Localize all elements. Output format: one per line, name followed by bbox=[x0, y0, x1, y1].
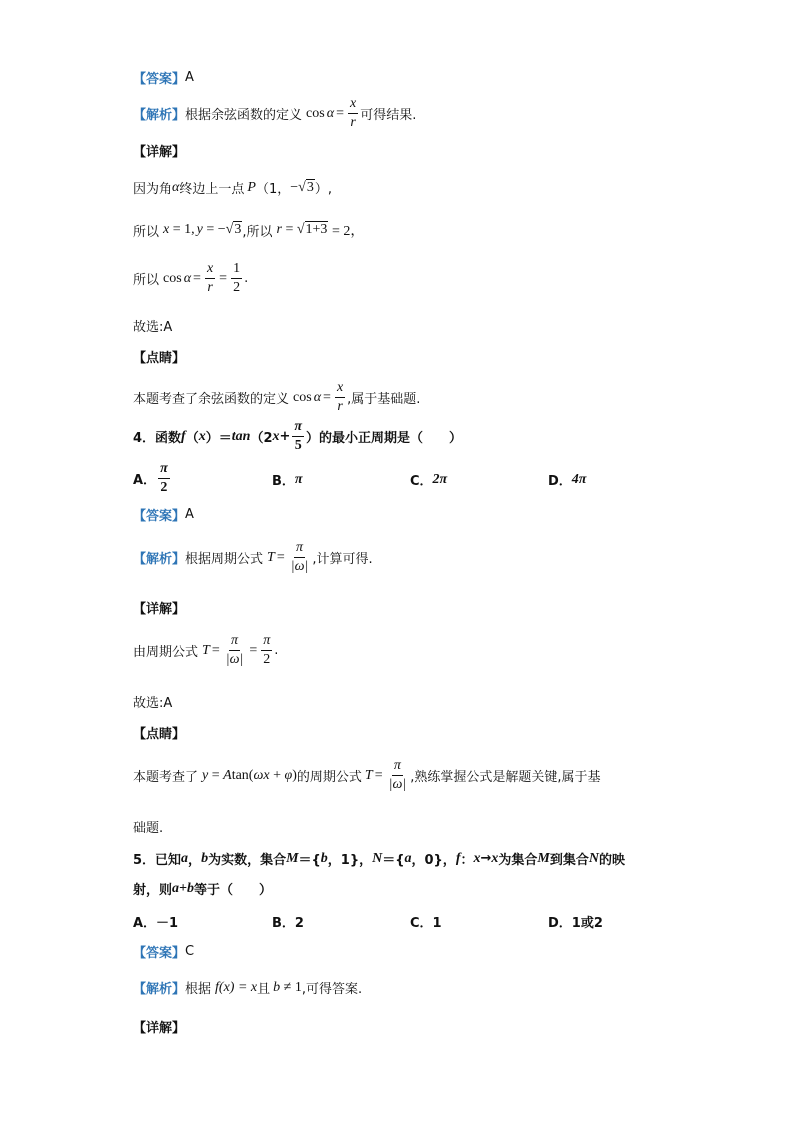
detail-heading-5 bbox=[133, 1017, 185, 1036]
math-eq: = bbox=[219, 270, 228, 286]
math-eq: = bbox=[276, 549, 285, 565]
frac-num: π bbox=[392, 759, 403, 776]
frac-den: r bbox=[207, 280, 213, 295]
math-alpha: α bbox=[172, 179, 180, 195]
text: 础题. bbox=[133, 821, 164, 836]
math-neg: − bbox=[290, 179, 299, 195]
text: 终边上一点 bbox=[179, 182, 245, 197]
math-b: b bbox=[201, 850, 209, 866]
option-a-q4 bbox=[133, 462, 172, 495]
math: = 1, bbox=[169, 222, 195, 237]
text: ,所以 bbox=[242, 224, 273, 240]
math-a: a bbox=[181, 850, 189, 866]
math-p: P bbox=[247, 179, 256, 195]
text: 根据 bbox=[185, 982, 212, 997]
fraction-pi-over-omega bbox=[387, 759, 409, 792]
question-5-line-2 bbox=[133, 879, 272, 898]
detail-heading-4 bbox=[133, 598, 185, 617]
remark-heading-4 bbox=[133, 723, 185, 742]
frac-den: 2 bbox=[233, 280, 241, 295]
option-label: A． bbox=[133, 473, 157, 488]
option-c-q4 bbox=[410, 470, 447, 489]
text: ,熟练掌握公式是解题关键,属于基 bbox=[410, 770, 601, 785]
analysis-line-3 bbox=[133, 97, 416, 130]
math: = − bbox=[202, 222, 226, 237]
detail-heading-3 bbox=[133, 141, 185, 160]
math: (x) = x bbox=[218, 979, 258, 995]
math-a: A bbox=[223, 767, 232, 783]
math-t: T bbox=[202, 642, 210, 658]
math: tan( bbox=[231, 767, 254, 783]
option-label: D． bbox=[548, 474, 572, 489]
answer-tag: 【答案】 bbox=[133, 509, 186, 524]
remark-tag: 【点睛】 bbox=[133, 351, 186, 366]
remark-line-4 bbox=[133, 759, 600, 792]
frac-num: 1 bbox=[231, 262, 242, 279]
text: ）, bbox=[314, 182, 332, 197]
remark-line-4b bbox=[133, 817, 163, 836]
math-y: y bbox=[202, 767, 209, 783]
option-text: D．1或2 bbox=[548, 916, 603, 931]
analysis-tag: 【解析】 bbox=[133, 982, 186, 997]
math: = bbox=[208, 767, 224, 783]
frac-den: 2 bbox=[160, 480, 168, 495]
radicand: 3 bbox=[306, 179, 314, 195]
remark-heading-3 bbox=[133, 347, 185, 366]
answer-value: A bbox=[185, 507, 194, 522]
fraction-1-over-2 bbox=[231, 262, 242, 295]
text: （2 bbox=[250, 431, 273, 446]
option-d-q5 bbox=[548, 912, 603, 931]
text: 为实数，集合 bbox=[208, 853, 287, 868]
answer-tag: 【答案】 bbox=[133, 72, 186, 87]
math: = 2， bbox=[328, 224, 365, 239]
math-eq: = bbox=[336, 105, 344, 121]
math-f: f bbox=[181, 428, 186, 444]
answer-value: C bbox=[185, 944, 195, 959]
analysis-post: 可得结果. bbox=[360, 108, 417, 123]
option-b-q4 bbox=[272, 470, 303, 489]
option-b-q5 bbox=[272, 912, 304, 931]
math-n: N bbox=[588, 850, 600, 866]
math-x: x bbox=[272, 428, 280, 444]
text: 为集合 bbox=[498, 853, 538, 868]
option-c-q5 bbox=[410, 912, 442, 931]
frac-den: 5 bbox=[294, 438, 302, 453]
frac-den: |ω| bbox=[388, 777, 407, 792]
text: 所以 bbox=[133, 224, 160, 240]
frac-den: r bbox=[337, 399, 343, 414]
remark-tag: 【点睛】 bbox=[133, 727, 186, 742]
text: ，0}， bbox=[411, 853, 456, 868]
text: 射，则 bbox=[133, 883, 173, 898]
text: ,计算可得. bbox=[312, 552, 373, 567]
math: + bbox=[269, 767, 285, 783]
option-d-q4 bbox=[548, 470, 586, 489]
fraction-x-over-r bbox=[205, 262, 215, 295]
math-x: x bbox=[198, 428, 206, 444]
math-x: x bbox=[473, 850, 481, 866]
text: 的映 bbox=[599, 853, 626, 868]
text: （ bbox=[185, 431, 199, 446]
text: 本题考查了余弦函数的定义 bbox=[133, 392, 290, 407]
frac-num: π bbox=[294, 541, 305, 558]
math-alpha: α bbox=[183, 270, 192, 286]
math-m: M bbox=[537, 850, 550, 866]
detail-tag: 【详解】 bbox=[133, 1021, 186, 1036]
frac-num: x bbox=[348, 97, 358, 114]
frac-num: x bbox=[335, 381, 345, 398]
option-value: π bbox=[294, 471, 303, 487]
text: ，1}， bbox=[327, 853, 373, 868]
text: 且 bbox=[257, 982, 271, 997]
math-a: a bbox=[404, 850, 412, 866]
fraction-pi-over-5 bbox=[292, 420, 304, 453]
radicand: 1+3 bbox=[305, 222, 328, 237]
analysis-line-4 bbox=[133, 541, 373, 574]
frac-den: 2 bbox=[263, 652, 271, 667]
math-eq: = bbox=[374, 767, 383, 783]
detail-line-3 bbox=[133, 262, 248, 295]
text: ， bbox=[188, 853, 202, 868]
text: ,可得答案. bbox=[301, 982, 363, 997]
fraction-pi-over-omega bbox=[289, 541, 311, 574]
math: ) bbox=[292, 767, 297, 783]
text: ＝{ bbox=[382, 853, 405, 868]
math: ≠ 1 bbox=[280, 979, 302, 995]
text: 所以 bbox=[133, 273, 160, 288]
question-4 bbox=[133, 420, 462, 453]
text: ： bbox=[460, 853, 474, 868]
option-a-q5 bbox=[133, 912, 178, 931]
text: 等于（ ） bbox=[194, 883, 273, 898]
math-b: b bbox=[320, 850, 328, 866]
arrow: → bbox=[480, 851, 492, 866]
radicand: 3 bbox=[234, 222, 242, 237]
remark-line-3 bbox=[133, 381, 420, 414]
question-5-line-1 bbox=[133, 849, 625, 868]
text: ）的最小正周期是（ ） bbox=[306, 431, 463, 446]
math-omega-x: ωx bbox=[253, 767, 270, 783]
frac-num: π bbox=[292, 420, 304, 437]
frac-num: π bbox=[158, 462, 170, 479]
option-text: C．1 bbox=[410, 916, 442, 931]
math-tan: tan bbox=[231, 428, 251, 444]
text: 5．已知 bbox=[133, 853, 182, 868]
sqrt-1-plus-3: √1+3 bbox=[296, 222, 328, 237]
option-text: A．－1 bbox=[133, 916, 179, 931]
choice-line-4 bbox=[133, 692, 172, 711]
text: 本题考查了 bbox=[133, 770, 199, 785]
frac-den: |ω| bbox=[290, 559, 309, 574]
math-eq: = bbox=[211, 642, 220, 658]
text: ,属于基础题. bbox=[347, 392, 421, 407]
detail-tag: 【详解】 bbox=[133, 602, 186, 617]
math-f: f bbox=[215, 979, 219, 995]
math-r: r bbox=[276, 222, 282, 237]
detail-line-2 bbox=[133, 220, 364, 240]
option-label: C． bbox=[410, 474, 433, 489]
detail-tag: 【详解】 bbox=[133, 145, 186, 160]
text: ＝{ bbox=[298, 853, 321, 868]
text: 因为角 bbox=[133, 182, 173, 197]
text: . bbox=[274, 643, 279, 658]
math-m: M bbox=[286, 850, 299, 866]
analysis-line-5 bbox=[133, 978, 362, 997]
text: . bbox=[244, 271, 249, 286]
text: 到集合 bbox=[549, 853, 589, 868]
sqrt-3: √3 bbox=[225, 222, 242, 237]
text: 根据周期公式 bbox=[185, 552, 264, 567]
text: 由周期公式 bbox=[133, 645, 199, 660]
text: + bbox=[279, 429, 291, 444]
math-alpha: α bbox=[313, 389, 322, 405]
text: 的周期公式 bbox=[296, 770, 362, 785]
analysis-tag: 【解析】 bbox=[133, 552, 186, 567]
math-t: T bbox=[267, 549, 275, 565]
option-text: B．2 bbox=[272, 916, 304, 931]
option-label: B． bbox=[272, 474, 295, 489]
answer-line-3 bbox=[133, 68, 194, 87]
option-value: 2π bbox=[432, 471, 448, 487]
option-value: 4π bbox=[571, 471, 587, 487]
frac-den: r bbox=[350, 115, 356, 130]
detail-line-4 bbox=[133, 634, 278, 667]
text: 故选:A bbox=[133, 320, 173, 335]
math-alpha: α bbox=[326, 105, 335, 121]
fraction-pi-over-omega bbox=[224, 634, 246, 667]
frac-num: π bbox=[229, 634, 240, 651]
frac-den: |ω| bbox=[225, 652, 244, 667]
math-x: x bbox=[491, 850, 499, 866]
math-f: f bbox=[455, 850, 461, 866]
text: 故选:A bbox=[133, 696, 173, 711]
math-cos: cos bbox=[306, 105, 325, 121]
fraction-x-over-r bbox=[348, 97, 358, 130]
text: 4．函数 bbox=[133, 431, 182, 446]
math: = bbox=[281, 222, 297, 237]
text: （1， bbox=[255, 182, 291, 197]
detail-line-1 bbox=[133, 178, 332, 197]
fraction-pi-over-2 bbox=[261, 634, 272, 667]
sqrt-3: √3 bbox=[298, 179, 314, 195]
math-cos: cos bbox=[293, 389, 312, 405]
frac-num: x bbox=[205, 262, 215, 279]
analysis-text: 根据余弦函数的定义 bbox=[185, 108, 303, 123]
math-n: N bbox=[372, 850, 383, 866]
math-b: b bbox=[273, 979, 281, 995]
math-t: T bbox=[364, 767, 373, 783]
math-eq: = bbox=[323, 389, 331, 405]
math-cos: cos bbox=[163, 270, 182, 286]
math-eq: = bbox=[193, 270, 201, 286]
answer-value: A bbox=[185, 70, 194, 85]
answer-line-5 bbox=[133, 942, 194, 961]
fraction-x-over-r bbox=[335, 381, 345, 414]
math-x: x bbox=[163, 222, 170, 237]
frac-num: π bbox=[261, 634, 272, 651]
answer-tag: 【答案】 bbox=[133, 946, 186, 961]
analysis-tag: 【解析】 bbox=[133, 108, 186, 123]
math-phi: φ bbox=[284, 767, 293, 783]
math-eq: = bbox=[249, 642, 258, 658]
text: ）＝ bbox=[205, 431, 232, 446]
choice-line-3 bbox=[133, 316, 172, 335]
math-y: y bbox=[196, 222, 203, 237]
fraction-pi-over-2 bbox=[158, 462, 170, 495]
math-a-plus-b: a+b bbox=[172, 880, 194, 896]
answer-line-4 bbox=[133, 505, 194, 524]
